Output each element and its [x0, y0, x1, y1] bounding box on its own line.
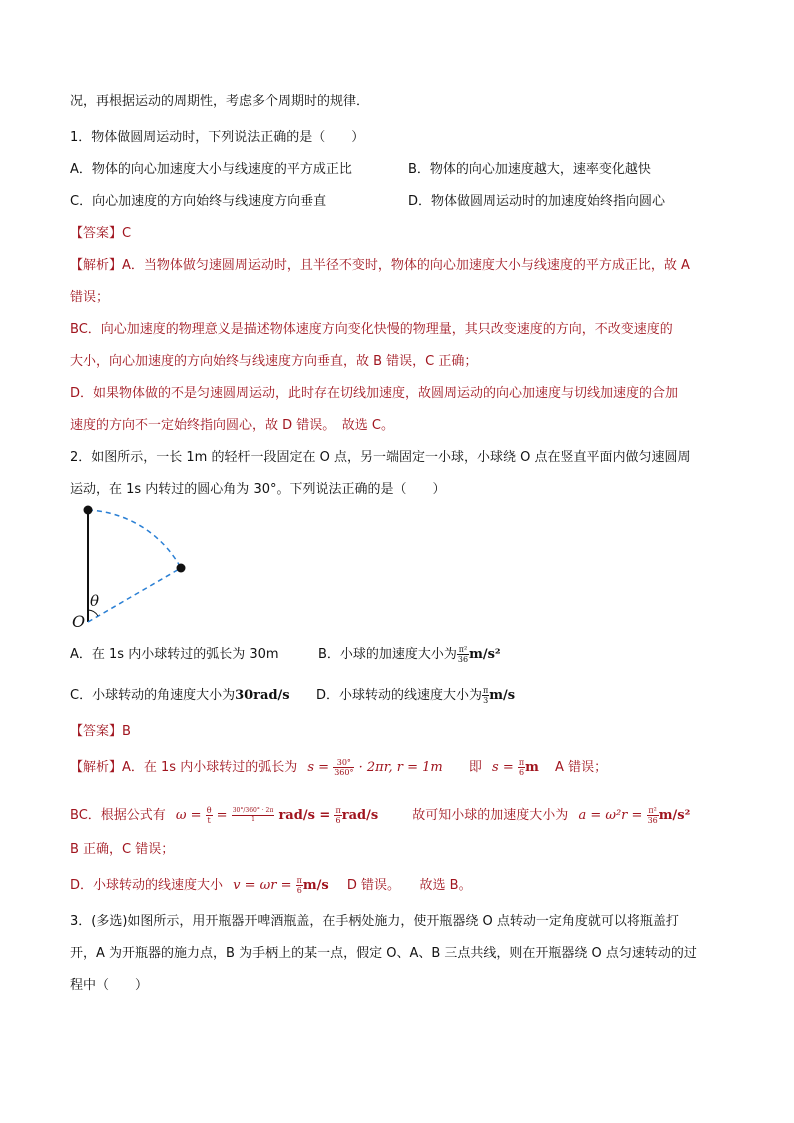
numerator: π [296, 876, 302, 885]
q2-analysis-3: B 正确，C 错误； [70, 842, 175, 857]
q2-option-b [318, 645, 501, 665]
q2-option-c [70, 686, 290, 706]
analysis-text: A．在 1s 内小球转过的弧长为 [122, 760, 298, 775]
numerator: π [335, 806, 341, 815]
analysis-text: BC．根据公式有 [70, 808, 166, 823]
numerator: π [518, 758, 525, 767]
analysis-tag: 【解析】 [70, 760, 123, 775]
q3-stem-2: 开，A 为开瓶器的施力点，B 为手柄上的某一点，假定 O、A、B 三点共线，则在开瓶器绕 O 点匀速转动的过 [70, 946, 697, 961]
q1-option-d: D．物体做圆周运动时的加速度始终指向圆心 [408, 194, 666, 209]
q2-analysis-2 [70, 806, 690, 826]
unit: rad/s = [278, 808, 331, 823]
analysis-tag: 【解析】 [70, 258, 123, 273]
rotated-rod-line [88, 568, 181, 622]
fraction [457, 645, 469, 664]
q1-analysis-1b: 错误； [70, 290, 110, 305]
arc-path [88, 510, 181, 568]
q1-option-b: B．物体的向心加速度越大，速率变化越快 [408, 162, 651, 177]
q2-option-d [316, 686, 515, 706]
denominator: 36 [457, 655, 469, 664]
fraction [334, 806, 341, 825]
unit: rad/s [341, 808, 379, 823]
angle-arc [88, 610, 98, 616]
q1-analysis-2b: 大小，向心加速度的方向始终与线速度方向垂直，故 B 错误，C 正确； [70, 354, 478, 369]
unit: m [525, 760, 539, 775]
answer-tag: 【答案】 [70, 226, 123, 241]
unit: m/s² [658, 808, 691, 823]
q1-option-c: C．向心加速度的方向始终与线速度方向垂直 [70, 194, 327, 209]
fraction [647, 806, 659, 825]
q1-analysis-3b: 速度的方向不一定始终指向圆心，故 D 错误。 故选 C。 [70, 418, 394, 433]
unit: m/s² [469, 647, 501, 662]
answer-value: B [122, 724, 131, 739]
q1-analysis-3a: D．如果物体做的不是匀速圆周运动，此时存在切线加速度，故圆周运动的向心加速度与切线加速度的合加 [70, 386, 679, 401]
denominator: 360° [334, 768, 354, 777]
analysis-text: A．当物体做匀速圆周运动时，且半径不变时，物体的向心加速度大小与线速度的平方成正比，故 A [122, 258, 690, 273]
numerator: θ [206, 806, 212, 815]
denominator: 6 [518, 768, 525, 777]
ball-top [84, 506, 93, 515]
unit: m/s [302, 878, 329, 893]
q1-answer [70, 224, 131, 244]
ball-rotated [177, 564, 186, 573]
math-rest: · 2πr, r = 1m [358, 760, 443, 775]
fraction [333, 758, 354, 777]
math-omega: ω = [175, 808, 202, 823]
math-eq: = [216, 808, 228, 823]
denominator: 1 [251, 816, 255, 823]
numerator: π² [648, 806, 657, 815]
q1-analysis-2a: BC．向心加速度的物理意义是描述物体速度方向变化快慢的物理量，其只改变速度的方向，不改变速度的 [70, 322, 673, 337]
value: 30rad/s [235, 688, 290, 703]
numerator: 30° [333, 758, 354, 768]
denominator: 6 [296, 886, 302, 895]
analysis-text: D 错误。 故选 B。 [346, 878, 472, 893]
analysis-text: 故可知小球的加速度大小为 [412, 808, 569, 823]
unit: m/s [489, 688, 516, 703]
analysis-text: 即 [468, 760, 482, 775]
q2-stem-1: 2．如图所示，一长 1m 的轻杆一段固定在 O 点，另一端固定一小球，小球绕 O 点在竖直平面内做匀速圆周 [70, 450, 691, 465]
math-a: a = ω²r = [578, 808, 643, 823]
q2-stem-2: 运动，在 1s 内转过的圆心角为 30°。下列说法正确的是（ ） [70, 482, 446, 497]
fraction [232, 807, 275, 824]
math-v: v = ωr = [233, 878, 292, 893]
q1-analysis-1a [70, 256, 690, 276]
option-text: B．小球的加速度大小为 [318, 647, 457, 662]
q3-stem-1: 3．(多选)如图所示，用开瓶器开啤酒瓶盖，在手柄处施力，使开瓶器绕 O 点转动一定角度就可以将瓶盖打 [70, 914, 679, 929]
math-s: s = [307, 760, 330, 775]
rod-figure [68, 502, 198, 632]
analysis-text: D．小球转动的线速度大小 [70, 878, 224, 893]
figure-o-label: O [72, 612, 86, 631]
numerator: π [483, 686, 489, 695]
q1-stem: 1．物体做圆周运动时，下列说法正确的是（ ） [70, 130, 365, 145]
denominator: 3 [483, 696, 489, 705]
answer-value: C [122, 226, 132, 241]
answer-tag: 【答案】 [70, 724, 123, 739]
q3-stem-3: 程中（ ） [70, 978, 149, 993]
denominator: 6 [335, 816, 341, 825]
numerator: π² [458, 645, 468, 654]
analysis-text: A 错误； [555, 760, 608, 775]
numerator: 30°/360° · 2π [232, 807, 274, 814]
q2-option-a: A．在 1s 内小球转过的弧长为 30m [70, 647, 279, 662]
fraction [296, 876, 303, 895]
q2-analysis-1 [70, 758, 607, 778]
math-s: s = [492, 760, 514, 775]
fraction [206, 806, 213, 825]
option-text: D．小球转动的线速度大小为 [316, 688, 483, 703]
intro-line: 况，再根据运动的周期性，考虑多个周期时的规律． [70, 94, 370, 109]
q2-answer [70, 722, 131, 742]
q2-analysis-4 [70, 876, 472, 896]
option-text: C．小球转动的角速度大小为 [70, 688, 236, 703]
denominator: t [207, 816, 211, 825]
figure-theta-label: θ [90, 592, 100, 610]
denominator: 36 [647, 816, 658, 825]
q1-option-a: A．物体的向心加速度大小与线速度的平方成正比 [70, 162, 352, 177]
